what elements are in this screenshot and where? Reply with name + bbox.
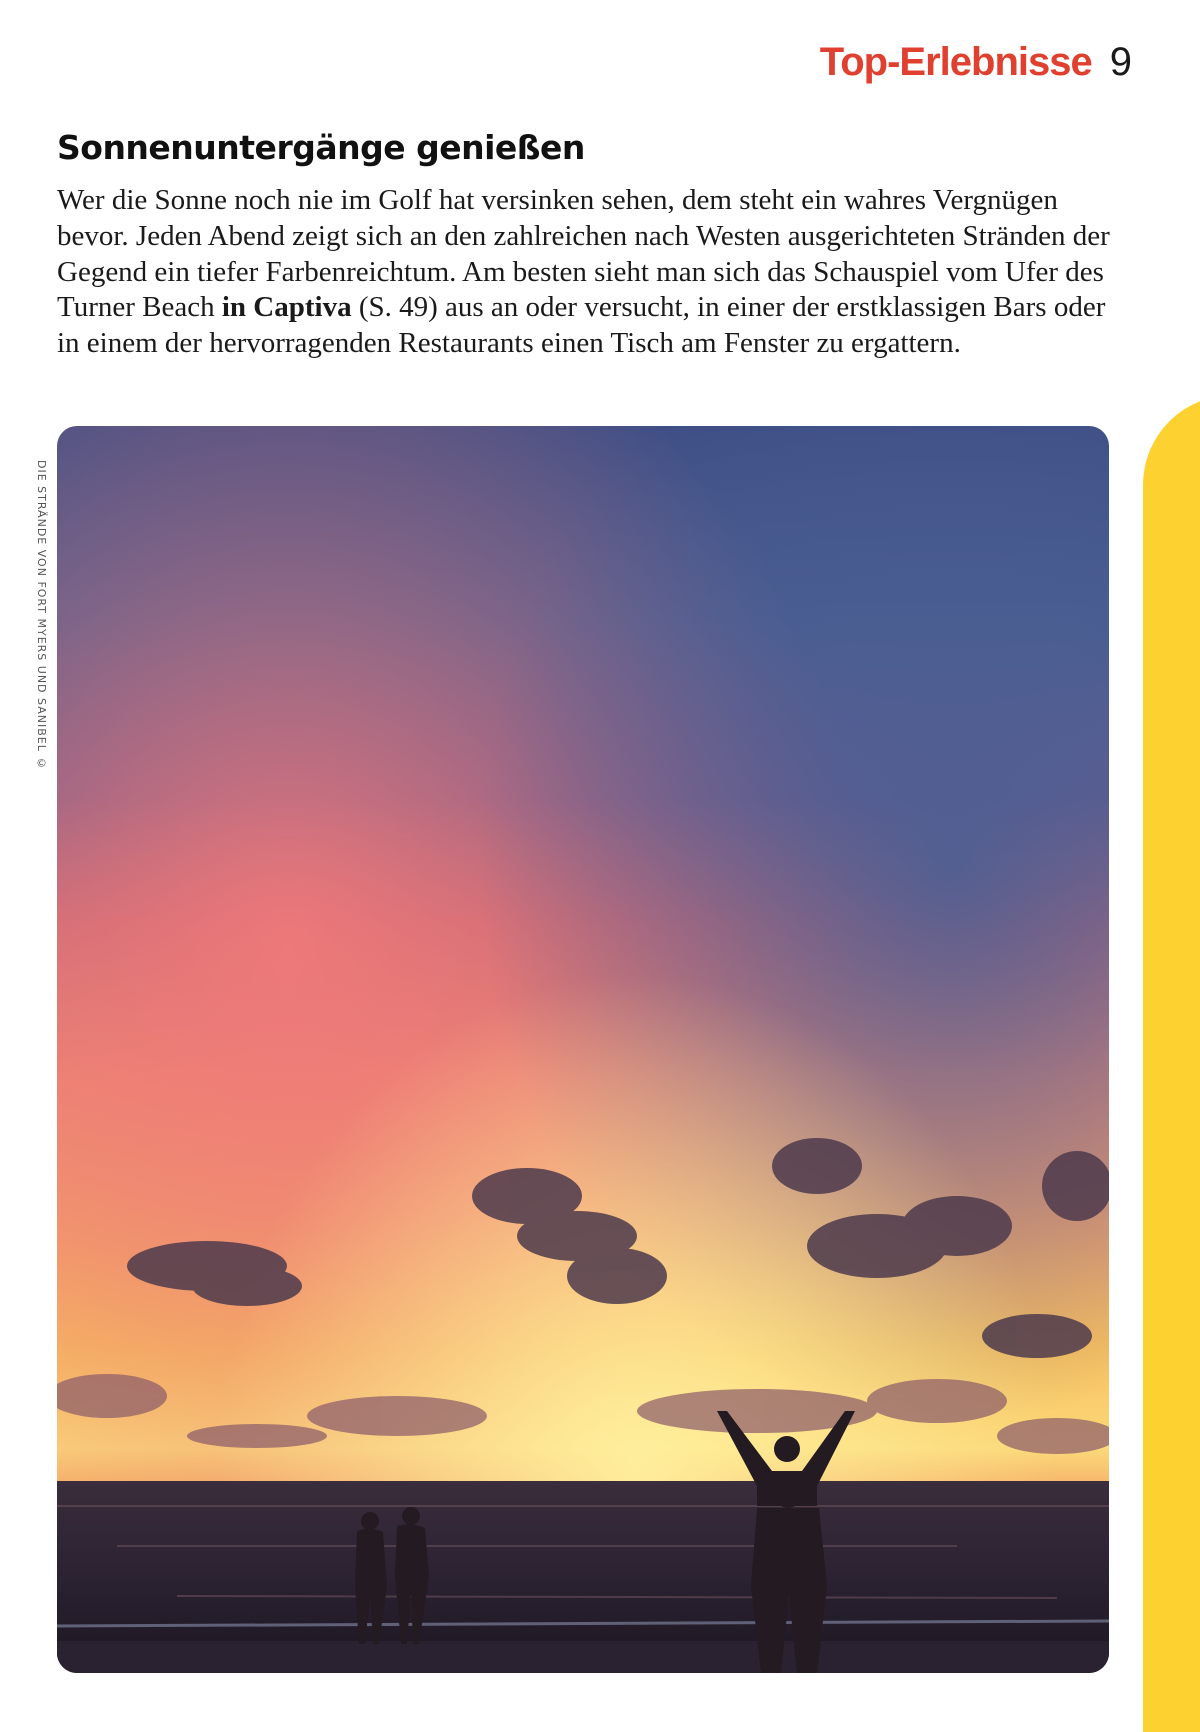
article-title: Sonnenuntergänge genießen <box>57 128 585 167</box>
photo-credit: DIE STRÄNDE VON FORT MYERS UND SANIBEL © <box>35 460 48 771</box>
page-number: 9 <box>1109 40 1132 84</box>
chapter-tab <box>1143 395 1200 1732</box>
page-header <box>820 40 1132 85</box>
body-text-emphasis: in Captiva <box>221 291 352 324</box>
article-body <box>57 183 1117 362</box>
sunset-beach-photo <box>57 426 1109 1673</box>
body-text-part: Wer die Sonne noch nie im Golf hat versinken sehen, dem steht ein wahres Vergnügen bevor. Jeden Abend zeigt sich an den zahlreichen nach Westen ausgerichteten Stränden der Gegend ein tiefer Farbenreichtum. Am besten sieht man sich das Schauspiel vom Ufer des Turner Beach <box>57 184 1110 324</box>
section-title: Top-Erlebnisse <box>819 40 1092 84</box>
body-text-part: (S. 49) aus an oder versucht, in einer der erstklassigen Bars oder in einem der hervorragenden Restaurants einen Tisch am Fenster zu ergattern. <box>57 291 1106 360</box>
